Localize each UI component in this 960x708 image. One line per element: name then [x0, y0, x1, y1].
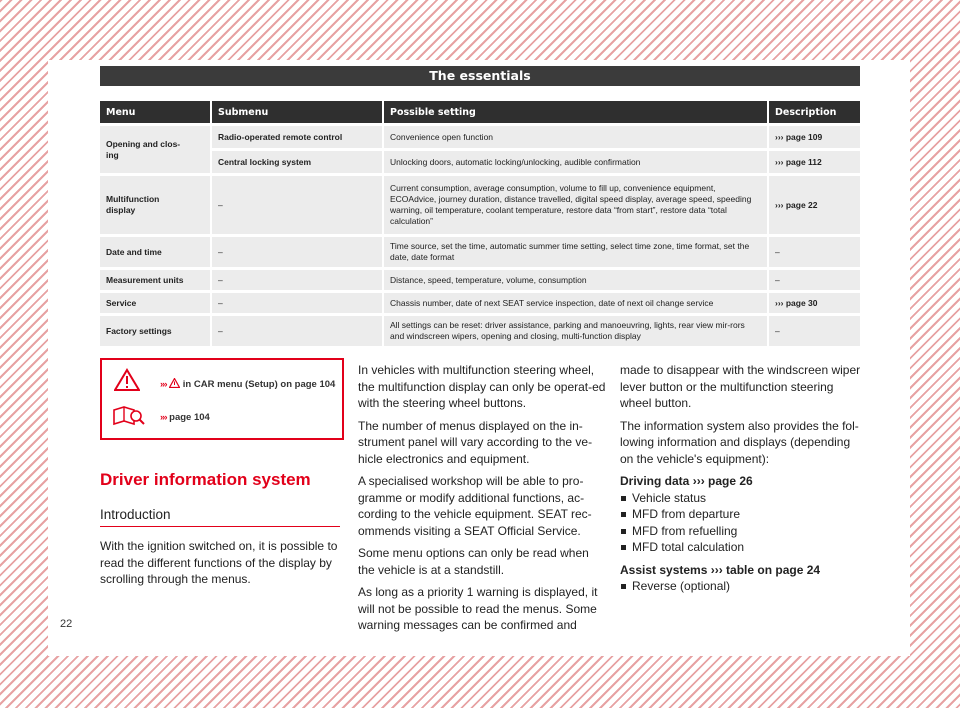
paragraph: As long as a priority 1 warning is displayed, it will not be possible to read the menus. Some warning messages can be confirmed and	[358, 585, 598, 632]
column-header-setting: Possible setting	[384, 101, 769, 123]
description-cell: –	[769, 270, 860, 290]
paragraph: The number of menus displayed on the in-strument panel will vary according to the ve-hicle electronics and equipment.	[358, 418, 593, 466]
right-column	[620, 362, 864, 595]
page-number: 22	[60, 618, 73, 630]
left-column	[100, 538, 342, 594]
column-header-description: Description	[769, 101, 860, 123]
intro-paragraph: With the ignition switched on, it is possible to read the different functions of the display by scrolling through the menus.	[100, 539, 338, 586]
warning-triangle-icon	[114, 368, 140, 392]
setting-cell: All settings can be reset: driver assistance, parking and manoeuvring, lights, rear view mir-rors and windscreen wipers, opening and closing, multi-function display	[384, 316, 769, 346]
manual-search-icon	[112, 404, 146, 426]
menu-cell: Measurement units	[100, 270, 212, 290]
warning-small-icon	[169, 378, 180, 388]
page-reference-link[interactable]: ››› page 30	[769, 293, 860, 313]
column-header-submenu: Submenu	[212, 101, 384, 123]
menu-cell: Opening and clos- ing	[100, 126, 212, 173]
manual-reference-link[interactable]	[160, 412, 210, 423]
driving-data-label: Driving data	[620, 474, 690, 488]
setting-cell: Unlocking doors, automatic locking/unlocking, audible confirmation	[384, 151, 769, 173]
setting-cell: Distance, speed, temperature, volume, consumption	[384, 270, 769, 290]
menu-cell: Factory settings	[100, 316, 212, 346]
section-subtitle: Introduction	[100, 507, 171, 522]
arrows-glyph: ›››	[160, 412, 167, 423]
middle-column	[358, 362, 606, 640]
arrows-glyph: ›››	[160, 379, 167, 390]
page-title: The essentials	[100, 66, 860, 86]
submenu-cell: –	[212, 316, 384, 346]
table-header-row	[100, 101, 860, 123]
page-reference-link[interactable]: ››› page 22	[769, 176, 860, 234]
list-item: Vehicle status	[620, 490, 864, 507]
submenu-cell: Radio-operated remote control	[212, 126, 384, 148]
submenu-cell: Central locking system	[212, 151, 384, 173]
paragraph: Some menu options can only be read when the vehicle is at a standstill.	[358, 546, 589, 577]
section-title: Driver information system	[100, 470, 311, 489]
submenu-cell: –	[212, 270, 384, 290]
warning-reference-link[interactable]	[160, 378, 335, 390]
table-row	[100, 126, 860, 148]
submenu-cell: –	[212, 237, 384, 267]
settings-table	[100, 98, 860, 349]
table-row	[100, 270, 860, 290]
paragraph: The information system also provides the fol-lowing information and displays (depending on the vehicle's equipment):	[620, 418, 859, 466]
driving-data-heading	[620, 473, 864, 490]
setting-cell: Convenience open function	[384, 126, 769, 148]
table-row	[100, 176, 860, 234]
submenu-cell: –	[212, 293, 384, 313]
table-row	[100, 151, 860, 173]
list-item: MFD total calculation	[620, 539, 864, 556]
cross-reference-box	[100, 358, 344, 440]
list-item: MFD from refuelling	[620, 523, 864, 540]
paragraph: A specialised workshop will be able to pro-gramme or modify additional functions, ac-cording to the vehicle equipment. SEAT rec-ommends visiting a SEAT Official Service.	[358, 474, 592, 538]
page-reference-link[interactable]: ››› page 112	[769, 151, 860, 173]
list-item: MFD from departure	[620, 506, 864, 523]
assist-systems-heading	[620, 562, 864, 579]
warning-reference-text: in CAR menu (Setup) on page 104	[182, 379, 336, 390]
menu-cell: Date and time	[100, 237, 212, 267]
description-cell: –	[769, 237, 860, 267]
table-row	[100, 316, 860, 346]
column-header-menu: Menu	[100, 101, 212, 123]
assist-systems-list	[620, 578, 864, 595]
setting-cell: Current consumption, average consumption, volume to fill up, convenience equipment, ECOAdvice, journey duration, distance travelled, digital speed display, average speed, speeding warning, oil temperature, coolant temperature, restore data “from start”, restore data “total calculation”	[384, 176, 769, 234]
menu-cell: Service	[100, 293, 212, 313]
paragraph: In vehicles with multifunction steering wheel, the multifunction display can only be operat-ed with the steering wheel buttons.	[358, 363, 606, 410]
menu-cell: Multifunction display	[100, 176, 212, 234]
page-reference-link[interactable]: ››› page 109	[769, 126, 860, 148]
driving-data-link[interactable]: ››› page 26	[692, 474, 753, 488]
description-cell: –	[769, 316, 860, 346]
submenu-cell: –	[212, 176, 384, 234]
paragraph: made to disappear with the windscreen wiper lever button or the multifunction steering wheel button.	[620, 363, 861, 410]
list-item: Reverse (optional)	[620, 578, 864, 595]
assist-systems-link[interactable]: ››› table on page 24	[710, 562, 821, 577]
driving-data-list	[620, 490, 864, 556]
setting-cell: Chassis number, date of next SEAT service inspection, date of next oil change service	[384, 293, 769, 313]
manual-reference-text: page 104	[169, 412, 210, 423]
table-row	[100, 293, 860, 313]
subtitle-rule	[100, 526, 340, 527]
setting-cell: Time source, set the time, automatic summer time setting, select time zone, time format, set the date, date format	[384, 237, 769, 267]
table-row	[100, 237, 860, 267]
assist-systems-label: Assist systems	[620, 562, 708, 577]
